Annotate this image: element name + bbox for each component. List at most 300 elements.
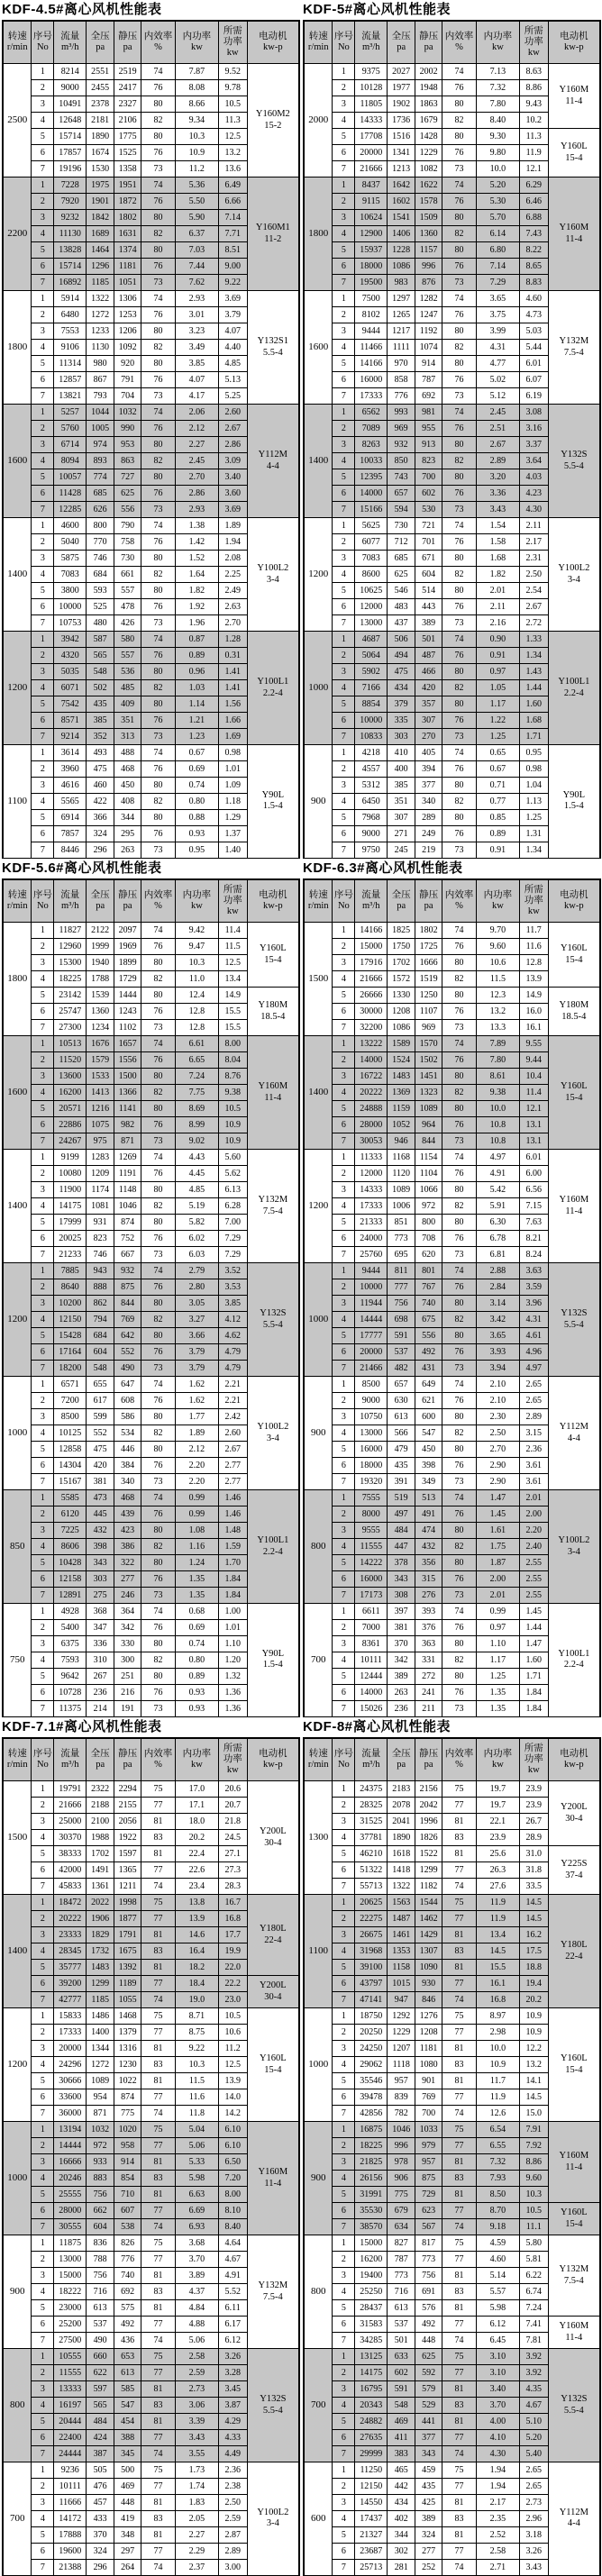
row-number-cell: 7: [32, 2560, 54, 2576]
data-cell: 16000: [355, 1571, 388, 1588]
data-cell: 74: [442, 405, 477, 421]
data-cell: 594: [388, 502, 415, 518]
data-cell: 80: [141, 1296, 176, 1312]
data-cell: 17.7: [218, 1927, 247, 1943]
data-cell: 1702: [87, 1846, 114, 1862]
motor-cell: [548, 2462, 600, 2576]
data-cell: 1.10: [218, 1636, 247, 1652]
motor-spec: 15-4: [565, 954, 583, 965]
data-cell: 730: [388, 518, 415, 534]
data-cell: 73: [442, 275, 477, 291]
data-cell: 1829: [87, 1927, 114, 1943]
data-cell: 1975: [87, 177, 114, 194]
data-cell: 592: [415, 2365, 442, 2381]
motor-cell: [548, 177, 600, 291]
data-cell: 25760: [355, 1247, 388, 1263]
data-cell: 1120: [388, 1166, 415, 1182]
data-cell: 774: [87, 469, 114, 486]
row-number-cell: 5: [32, 469, 54, 486]
data-cell: 5902: [355, 664, 388, 680]
data-cell: 2.42: [218, 1409, 247, 1425]
data-cell: 9000: [54, 80, 87, 96]
data-cell: 7.71: [218, 226, 247, 242]
data-cell: 874: [114, 2089, 141, 2106]
data-cell: 77: [141, 2252, 176, 2268]
row-number-cell: 2: [32, 1506, 54, 1523]
data-cell: 657: [388, 1377, 415, 1393]
row-number-cell: 2: [333, 534, 355, 551]
column-header-total-pressure: [87, 21, 114, 64]
data-cell: 322: [114, 1555, 141, 1571]
header-line: 全压: [391, 1748, 411, 1759]
data-cell: 4.79: [218, 1344, 247, 1361]
data-cell: 76: [141, 1004, 176, 1020]
data-cell: 74: [442, 632, 477, 648]
row-number-cell: 2: [32, 1166, 54, 1182]
header-row: [3, 21, 299, 64]
row-number-cell: 2: [333, 648, 355, 664]
data-cell: 410: [388, 745, 415, 761]
column-header-flow: [355, 879, 388, 923]
data-cell: 24267: [54, 1133, 87, 1150]
data-cell: 6.80: [476, 242, 519, 259]
data-cell: 2.37: [175, 2560, 218, 2576]
row-number-cell: 3: [32, 664, 54, 680]
row-number-cell: 7: [333, 1247, 355, 1263]
data-cell: 1292: [388, 2008, 415, 2025]
data-cell: 14.9: [519, 988, 548, 1004]
row-number-cell: 5: [333, 1960, 355, 1976]
data-cell: 28000: [54, 2203, 87, 2219]
row-number-cell: 7: [333, 1992, 355, 2008]
data-cell: 10.9: [519, 2008, 548, 2025]
data-cell: 2078: [388, 1798, 415, 1814]
motor-model: Y160L: [560, 2053, 588, 2064]
data-cell: 9106: [54, 340, 87, 356]
data-cell: 12.8: [519, 955, 548, 971]
motor-cell: [247, 745, 299, 859]
row-number-cell: 2: [333, 1393, 355, 1409]
data-cell: 81: [442, 1927, 477, 1943]
data-cell: 2.01: [476, 583, 519, 599]
data-cell: 82: [141, 1198, 176, 1215]
data-cell: 8.61: [476, 1069, 519, 1085]
data-cell: 1802: [114, 210, 141, 226]
motor-spec: 30-4: [264, 1837, 282, 1848]
data-cell: 8.86: [519, 80, 548, 96]
data-cell: 979: [415, 2138, 442, 2154]
data-cell: 15.0: [519, 2106, 548, 2122]
table-row: [304, 177, 600, 194]
row-number-cell: 7: [32, 388, 54, 405]
data-cell: 26666: [355, 988, 388, 1004]
data-cell: 352: [87, 729, 114, 745]
data-cell: 5.12: [476, 388, 519, 405]
motor-cell: [247, 1150, 299, 1263]
data-cell: 8.69: [175, 1101, 218, 1117]
header-line: pa: [397, 1760, 406, 1770]
data-cell: 1.03: [175, 680, 218, 696]
data-cell: 74: [141, 1490, 176, 1506]
data-cell: 17916: [355, 955, 388, 971]
data-cell: 21327: [355, 2527, 388, 2544]
data-cell: 6.22: [519, 2268, 548, 2284]
header-line: 功率: [223, 1753, 242, 1764]
data-cell: 13821: [54, 388, 87, 405]
data-cell: 777: [388, 1279, 415, 1296]
data-cell: 964: [415, 1117, 442, 1133]
data-cell: 953: [114, 437, 141, 453]
column-header-required-power: [519, 879, 548, 923]
data-cell: 0.65: [476, 745, 519, 761]
data-cell: 6.88: [519, 210, 548, 226]
row-number-cell: 7: [333, 1133, 355, 1150]
data-cell: 21466: [355, 1361, 388, 1377]
data-cell: 1736: [388, 113, 415, 129]
column-header-internal-power: [175, 21, 218, 64]
data-cell: 2.65: [519, 1377, 548, 1393]
table-row: [304, 1377, 600, 1393]
speed-cell: 900: [304, 2122, 333, 2235]
row-number-cell: 5: [333, 1101, 355, 1117]
header-line: kw: [527, 906, 540, 917]
data-cell: 82: [141, 1652, 176, 1669]
data-cell: 622: [87, 2365, 114, 2381]
data-cell: 1509: [415, 210, 442, 226]
header-line: 全压: [90, 31, 110, 41]
header-line: 流量: [60, 1748, 80, 1759]
data-cell: 482: [388, 1361, 415, 1377]
data-cell: 11428: [54, 486, 87, 502]
data-cell: 519: [388, 1490, 415, 1506]
row-number-cell: 1: [333, 291, 355, 307]
data-cell: 324: [415, 2527, 442, 2544]
data-cell: 10000: [355, 1279, 388, 1296]
data-cell: 1168: [388, 1150, 415, 1166]
data-cell: 1296: [87, 259, 114, 275]
data-cell: 7.20: [218, 2171, 247, 2187]
data-cell: 81: [442, 2495, 477, 2511]
row-number-cell: 5: [32, 1846, 54, 1862]
data-cell: 969: [388, 421, 415, 437]
data-cell: 871: [114, 1133, 141, 1150]
data-cell: 11.4: [218, 923, 247, 939]
speed-cell: 1100: [304, 1895, 333, 2008]
row-number-cell: 6: [333, 1344, 355, 1361]
data-cell: 80: [442, 1328, 477, 1344]
data-cell: 974: [87, 437, 114, 453]
data-cell: 83: [141, 2284, 176, 2300]
data-cell: 5.13: [218, 372, 247, 388]
data-cell: 80: [141, 778, 176, 794]
row-number-cell: 7: [333, 502, 355, 518]
row-number-cell: 2: [333, 307, 355, 323]
data-cell: 1089: [87, 2073, 114, 2089]
data-cell: 80: [442, 1555, 477, 1571]
header-line: 内功率: [483, 1748, 513, 1759]
data-cell: 501: [388, 2333, 415, 2349]
data-cell: 1229: [415, 145, 442, 161]
motor-model: Y132S: [260, 1308, 287, 1319]
row-number-cell: 3: [333, 1927, 355, 1943]
motor-cell: [548, 518, 600, 632]
data-cell: 13.1: [519, 1133, 548, 1150]
data-cell: 746: [87, 551, 114, 567]
row-number-cell: 1: [32, 518, 54, 534]
data-cell: 1788: [87, 971, 114, 988]
data-cell: 82: [141, 113, 176, 129]
data-cell: 35777: [54, 1960, 87, 1976]
row-number-cell: 4: [32, 226, 54, 242]
data-cell: 21333: [355, 1215, 388, 1231]
data-cell: 2.86: [175, 486, 218, 502]
motor-model: Y160M: [559, 2151, 589, 2162]
data-cell: 476: [87, 2479, 114, 2495]
data-cell: 13.3: [476, 1020, 519, 1036]
data-cell: 3.79: [175, 1344, 218, 1361]
data-cell: 74: [442, 2333, 477, 2349]
data-cell: 2.73: [175, 2381, 218, 2398]
data-cell: 20625: [355, 1895, 388, 1911]
motor-cell: [247, 632, 299, 745]
data-cell: 14333: [355, 1182, 388, 1198]
data-cell: 432: [415, 1539, 442, 1555]
data-cell: 1.36: [218, 1701, 247, 1717]
data-cell: 10.9: [218, 1133, 247, 1150]
data-cell: 5035: [54, 664, 87, 680]
data-cell: 5.90: [175, 210, 218, 226]
data-cell: 11.3: [519, 129, 548, 145]
data-cell: 24.5: [218, 1830, 247, 1846]
data-cell: 2.55: [519, 1555, 548, 1571]
data-cell: 20000: [54, 2041, 87, 2057]
data-cell: 679: [388, 2203, 415, 2219]
header-line: No: [337, 1760, 350, 1770]
data-cell: 1102: [114, 1020, 141, 1036]
data-cell: 76: [442, 534, 477, 551]
data-cell: 7.89: [476, 1036, 519, 1052]
data-cell: 874: [114, 1215, 141, 1231]
motor-cell: [548, 2349, 600, 2462]
data-cell: 12.8: [175, 1004, 218, 1020]
header-line: 内效率: [444, 1748, 474, 1759]
data-cell: 11.6: [519, 939, 548, 955]
data-cell: 10.0: [476, 161, 519, 177]
data-cell: 12900: [355, 226, 388, 242]
data-cell: 2002: [415, 64, 442, 80]
data-cell: 3.52: [218, 1263, 247, 1279]
data-cell: 7083: [54, 567, 87, 583]
data-cell: 11130: [54, 226, 87, 242]
data-cell: 77: [442, 2479, 477, 2495]
data-cell: 1906: [87, 1911, 114, 1927]
data-cell: 1158: [388, 1960, 415, 1976]
data-cell: 5312: [355, 778, 388, 794]
row-number-cell: 1: [333, 64, 355, 80]
motor-cell: [247, 1895, 299, 1976]
row-number-cell: 6: [333, 1571, 355, 1588]
data-cell: 411: [388, 2430, 415, 2446]
table-row: [3, 1604, 299, 1620]
data-cell: 2322: [87, 1781, 114, 1798]
table-row: [304, 405, 600, 421]
row-number-cell: 3: [32, 1814, 54, 1830]
header-line: kw: [226, 1765, 239, 1776]
data-cell: 770: [87, 534, 114, 551]
data-cell: 81: [442, 1846, 477, 1862]
data-cell: 81: [442, 2154, 477, 2171]
data-cell: 241: [415, 1685, 442, 1701]
data-cell: 1111: [388, 340, 415, 356]
data-cell: 16.1: [476, 1976, 519, 1992]
data-cell: 1899: [114, 955, 141, 971]
header-line: 内功率: [182, 31, 212, 41]
data-cell: 14175: [54, 1198, 87, 1215]
data-cell: 1.41: [218, 664, 247, 680]
column-header-internal-efficiency: [442, 1738, 477, 1781]
data-cell: 74: [442, 1992, 477, 2008]
data-cell: 662: [87, 2203, 114, 2219]
data-cell: 12.2: [519, 2041, 548, 2057]
data-cell: 1.71: [519, 1669, 548, 1685]
data-cell: 343: [87, 1555, 114, 1571]
data-cell: 1181: [415, 2041, 442, 2057]
data-cell: 77: [442, 2430, 477, 2446]
data-cell: 0.74: [175, 778, 218, 794]
data-cell: 1234: [87, 1020, 114, 1036]
row-number-cell: 4: [333, 1425, 355, 1442]
data-cell: 17333: [355, 388, 388, 405]
row-number-cell: 4: [333, 1539, 355, 1555]
data-cell: 434: [388, 2495, 415, 2511]
data-cell: 1563: [388, 1895, 415, 1911]
row-number-cell: 1: [32, 923, 54, 939]
row-number-cell: 3: [32, 2495, 54, 2511]
motor-model: Y100L1: [257, 1535, 289, 1546]
table-header: [3, 879, 299, 923]
column-header-required-power: [519, 21, 548, 64]
row-number-cell: 7: [333, 161, 355, 177]
column-header-internal-power: [476, 21, 519, 64]
row-number-cell: 6: [333, 713, 355, 729]
data-cell: 4.84: [175, 2300, 218, 2317]
row-number-cell: 1: [32, 2008, 54, 2025]
row-number-cell: 4: [333, 1198, 355, 1215]
data-cell: 604: [415, 567, 442, 583]
data-cell: 990: [114, 421, 141, 437]
data-cell: 454: [114, 2414, 141, 2430]
data-cell: 500: [114, 2462, 141, 2479]
data-cell: 82: [442, 971, 477, 988]
data-cell: 457: [87, 2495, 114, 2511]
data-cell: 349: [415, 1474, 442, 1490]
data-cell: 11.9: [476, 1911, 519, 1927]
motor-spec: 30-4: [264, 1991, 282, 2002]
data-cell: 80: [442, 551, 477, 567]
data-cell: 80: [141, 323, 176, 340]
data-cell: 4616: [54, 778, 87, 794]
data-cell: 2.12: [175, 1442, 218, 1458]
data-cell: 1.77: [175, 1409, 218, 1425]
data-cell: 1.84: [218, 1571, 247, 1588]
row-number-cell: 6: [32, 2430, 54, 2446]
data-cell: 82: [442, 1312, 477, 1328]
speed-cell: 1400: [304, 405, 333, 518]
data-cell: 685: [87, 486, 114, 502]
data-cell: 8600: [355, 567, 388, 583]
header-line: 功率: [223, 895, 242, 906]
data-cell: 3.69: [218, 502, 247, 518]
data-cell: 1.34: [519, 842, 548, 859]
data-cell: 10555: [54, 2349, 87, 2365]
data-cell: 12.8: [175, 1020, 218, 1036]
data-cell: 73: [141, 729, 176, 745]
speed-cell: 1600: [3, 405, 32, 518]
data-cell: 3.85: [218, 1296, 247, 1312]
data-cell: 1988: [87, 1830, 114, 1846]
data-cell: 13828: [54, 242, 87, 259]
header-line: r/min: [6, 42, 28, 52]
data-cell: 5585: [54, 1490, 87, 1506]
data-cell: 73: [141, 161, 176, 177]
data-cell: 473: [87, 1490, 114, 1506]
data-cell: 296: [87, 2560, 114, 2576]
data-cell: 625: [388, 567, 415, 583]
data-cell: 2.60: [218, 405, 247, 421]
motor-spec: 7.5-4: [262, 1206, 283, 1216]
data-cell: 931: [87, 1215, 114, 1231]
data-cell: 302: [388, 2544, 415, 2560]
data-cell: 587: [87, 632, 114, 648]
data-cell: 19320: [355, 1474, 388, 1490]
row-number-cell: 6: [32, 2203, 54, 2219]
data-cell: 1487: [388, 1911, 415, 1927]
row-number-cell: 1: [333, 177, 355, 194]
data-cell: 277: [114, 1571, 141, 1588]
data-cell: 77: [141, 1911, 176, 1927]
data-cell: 236: [388, 1701, 415, 1717]
row-number-cell: 6: [32, 1004, 54, 1020]
data-cell: 14444: [54, 2138, 87, 2154]
header-line: 所需: [223, 884, 242, 895]
data-cell: 1229: [388, 2025, 415, 2041]
data-cell: 83: [442, 2284, 477, 2300]
data-cell: 77: [141, 2365, 176, 2381]
data-cell: 9000: [355, 1393, 388, 1409]
motor-model: Y180M: [258, 1000, 288, 1011]
table-row: [3, 177, 299, 194]
row-number-cell: 4: [32, 113, 54, 129]
data-cell: 6.56: [519, 1182, 548, 1198]
data-cell: 6.63: [175, 2187, 218, 2203]
data-cell: 1216: [87, 1101, 114, 1117]
speed-cell: 1500: [3, 1781, 32, 1895]
row-number-cell: 7: [333, 729, 355, 745]
row-number-cell: 7: [333, 2219, 355, 2235]
data-cell: 769: [114, 1312, 141, 1328]
data-cell: 1413: [87, 1085, 114, 1101]
column-header-required-power: [218, 21, 247, 64]
data-cell: 30000: [355, 1004, 388, 1020]
data-cell: 17333: [54, 2025, 87, 2041]
data-cell: 75: [141, 2349, 176, 2365]
data-cell: 4.60: [476, 2252, 519, 2268]
data-cell: 75: [442, 2008, 477, 2025]
data-cell: 9.22: [175, 2041, 218, 2057]
data-cell: 5.91: [476, 1198, 519, 1215]
motor-model: Y112M: [258, 450, 287, 460]
data-cell: 364: [114, 1604, 141, 1620]
